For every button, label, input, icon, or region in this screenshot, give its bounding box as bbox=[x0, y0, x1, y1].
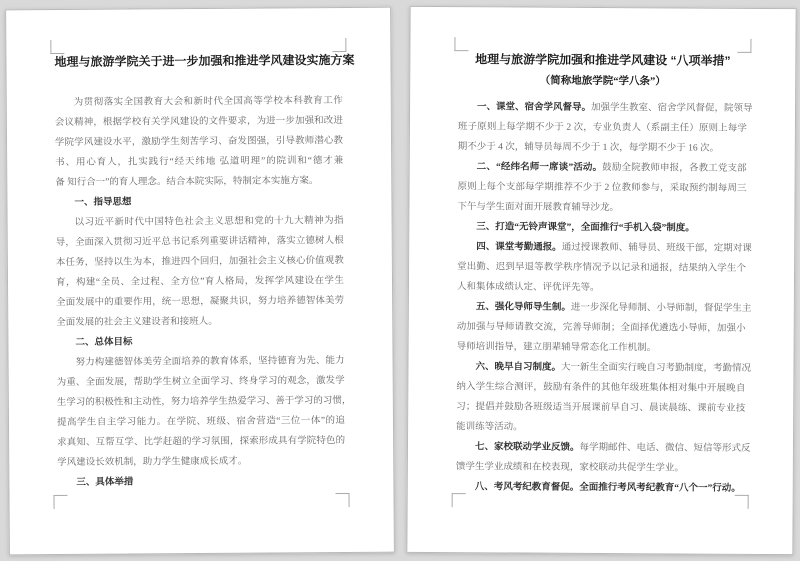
document-page-1 bbox=[5, 7, 395, 556]
text-line: 馈学生学业成绩和在校表现，家校联动共促学生学业。 bbox=[455, 462, 684, 474]
text-line: 导师培训指导，建立朋辈辅导常态化工作机制。 bbox=[456, 342, 657, 354]
measure-3: 三、打造“无铃声课堂”，全面推行“手机入袋”制度。 bbox=[476, 222, 695, 234]
text-line: 堂出勤、迟到早退等教学秩序情况予以记录和通报，结果纳入学生个 bbox=[457, 262, 747, 274]
margin-mark-bottom-left bbox=[53, 495, 67, 509]
text-line: 学风建设长效机制，助力学生健康成长成才。 bbox=[57, 456, 248, 469]
measure-2: 二、“经纬名师一席谈”活动。鼓励全院教师申报，各教工党支部 bbox=[476, 162, 747, 174]
text-line: 生学习的积极性和主动性，努力培养学生热爱学习、善于学习的习惯， bbox=[56, 395, 352, 409]
text-line: 努力构建德智体美劳全面培养的教育体系，坚持德育为先、能力 bbox=[75, 355, 345, 368]
section-heading-2: 二、总体目标 bbox=[75, 337, 133, 348]
text-line: 全面发展的社会主义建设者和接班人。 bbox=[56, 316, 218, 329]
text-line: 导，全面深入贯彻习近平总书记系列重要讲话精神，落实立德树人根 bbox=[55, 235, 344, 249]
text-line: 人和集体成绩认定、评优评先等。 bbox=[456, 282, 600, 293]
text-line: 能训练等活动。 bbox=[456, 422, 523, 433]
measure-4: 四、课堂考勤通报。通过授课教师、辅导员、班级干部，定期对课 bbox=[476, 242, 752, 254]
section-heading-3: 三、具体举措 bbox=[76, 477, 134, 488]
measure-1: 一、课堂、宿舍学风督导。加强学生教室、宿舍学风督促，院领导 bbox=[477, 102, 753, 114]
page-2-content bbox=[455, 49, 753, 499]
measure-5: 五、强化导师导生制。进一步深化导师制、小导师制，督促学生主 bbox=[475, 302, 752, 314]
text-line: 纳入学生综合测评，鼓励有条件的其他年级班集体相对集中开展晚自 bbox=[456, 382, 746, 394]
text-line: 以习近平新时代中国特色社会主义思想和党的十九大精神为指 bbox=[74, 215, 344, 228]
page-title: 地理与旅游学院关于进一步加强和推进学风建设实施方案 bbox=[54, 52, 355, 70]
document-page-2 bbox=[406, 6, 796, 555]
text-line: 习；提倡并鼓励各班级适当开展课前早自习、晨读晨练、课前专业技 bbox=[456, 402, 746, 414]
text-line: 期不少于 4 次，辅导员每周不少于 1 次，每学期不少于 16 次。 bbox=[457, 142, 720, 154]
section-heading-1: 一、指导思想 bbox=[74, 197, 132, 208]
text-line: 求真知、互帮互学、比学赶超的学习氛围，探索形成具有学院特色的 bbox=[57, 435, 346, 449]
text-line: 为重、全面发展，帮助学生树立全面学习、终身学习的观念，激发学 bbox=[56, 375, 345, 389]
text-line: 下午与学生面对面开展教育辅导沙龙。 bbox=[457, 202, 619, 214]
text-line: 本任务，坚持以生为本，推进四个回归，加强社会主义核心价值观教 bbox=[55, 255, 344, 269]
page-title: 地理与旅游学院加强和推进学风建设 “八项举措” bbox=[475, 52, 731, 68]
text-line: 备 知行合一”的育人理念。结合本院实际，特制定本实施方案。 bbox=[55, 176, 319, 189]
text-line: 为贯彻落实全国教育大会和新时代全国高等学校本科教育工作 bbox=[73, 95, 343, 108]
margin-mark-bottom-right bbox=[335, 493, 349, 507]
page-1-content bbox=[54, 50, 355, 493]
measure-8: 八、考风考纪教育督促。全面推行考风考纪教育“八个一”行动。 bbox=[474, 482, 741, 494]
text-line: 提高学生自主学习能力。在学院、班级、宿舍营造“三位一体”的追 bbox=[56, 415, 346, 429]
text-line: 育，构建“全员、全过程、全方位”育人格局，发挥学风建设在学生 bbox=[55, 275, 345, 289]
measure-7: 七、家校联动学业反馈。每学期邮件、电话、微信、短信等形式反 bbox=[474, 442, 751, 454]
text-line: 原则上每个支部每学期推荐不少于 2 位教师参与，采取预约制每周三 bbox=[457, 182, 747, 194]
text-line: 书、用心育人，扎实践行“经天纬地 弘道明理”的院训和“德才兼 bbox=[55, 155, 344, 169]
measure-6: 六、晚早自习制度。大一新生全面实行晚自习考勤制度，考勤情况 bbox=[475, 362, 752, 374]
text-line: 班子原则上每学期不少于 2 次，专业负责人（系副主任）原则上每学 bbox=[457, 122, 747, 134]
text-line: 动加强与导师请教交流，完善导师制；全面择优遴选小导师，加强小 bbox=[456, 322, 746, 334]
text-line: 学院学风建设水平，激励学生刻苦学习、奋发图强，引导教师潜心教 bbox=[54, 135, 344, 149]
page-subtitle: （简称地旅学院“学八条”） bbox=[539, 75, 666, 88]
text-line: 会议精神，根据学校有关学风建设的文件要求，为进一步加强和改进 bbox=[54, 115, 343, 129]
text-line: 全面发展中的重要作用，统一思想，凝聚共识，努力培养德智体美劳 bbox=[56, 295, 345, 309]
